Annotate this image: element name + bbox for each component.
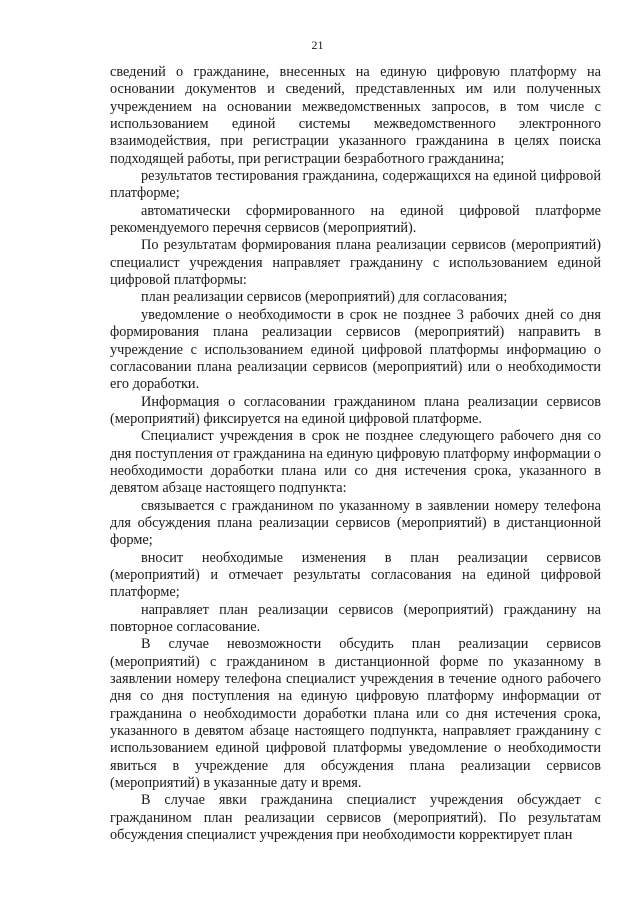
- paragraph: план реализации сервисов (мероприятий) для согласования;: [141, 289, 508, 306]
- paragraph: В случае явки гражданина специалист учреждения обсуждает с гражданином план реализации сервисов (мероприятий). По результатам обсуждения специалист учреждения при необходимости корректирует план: [110, 792, 601, 844]
- paragraph: уведомление о необходимости в срок не позднее 3 рабочих дней со дня формирования плана реализации сервисов (мероприятий) направить в учреждение с использованием единой цифровой платформы информацию о согласовании плана реализации сервисов (мероприятий) или о необходимости его доработки.: [110, 306, 601, 393]
- paragraph: вносит необходимые изменения в план реализации сервисов (мероприятий) и отмечает результаты согласования на единой цифровой платформе;: [110, 549, 601, 601]
- paragraph: Специалист учреждения в срок не позднее следующего рабочего дня со дня поступления от гражданина на единую цифровую платформу информации о необходимости доработки плана или со дня истечения срока, указанного в девятом абзаце настоящего подпункта:: [110, 428, 601, 497]
- page-number: 21: [311, 38, 324, 52]
- paragraph: автоматически сформированного на единой цифровой платформе рекомендуемого перечня сервисов (мероприятий).: [110, 202, 601, 237]
- paragraph: результатов тестирования гражданина, содержащихся на единой цифровой платформе;: [110, 168, 601, 202]
- paragraph: связывается с гражданином по указанному в заявлении номеру телефона для обсуждения плана реализации сервисов (мероприятий) в дистанционной форме;: [110, 497, 601, 549]
- paragraph: Информация о согласовании гражданином плана реализации сервисов (мероприятий) фиксируется на единой цифровой платформе.: [110, 393, 601, 427]
- document-body: [110, 64, 601, 844]
- paragraph: сведений о гражданине, внесенных на единую цифровую платформу на основании документов и сведений, представленных им или полученных учреждением на основании межведомственных запросов, в том числе с использованием единой системы межведомственного электронного взаимодействия, при регистрации указанного гражданина в целях поиска подходящей работы, при регистрации безработного гражданина;: [110, 64, 601, 167]
- paragraph: По результатам формирования плана реализации сервисов (мероприятий) специалист учреждения направляет гражданину с использованием единой цифровой платформы:: [110, 237, 601, 289]
- paragraph: В случае невозможности обсудить план реализации сервисов (мероприятий) с гражданином в дистанционной форме по указанному в заявлении номеру телефона специалист учреждения в течение одного рабочего дня со дня поступления на единую цифровую платформу информации от гражданина о необходимости доработки плана или со дня истечения срока, указанного в девятом абзаце настоящего подпункта, направляет гражданину с использованием единой цифровой платформы уведомление о необходимости явиться в учреждение для обсуждения плана реализации сервисов (мероприятий) в указанные дату и время.: [110, 636, 601, 792]
- paragraph: направляет план реализации сервисов (мероприятий) гражданину на повторное согласование.: [110, 601, 601, 635]
